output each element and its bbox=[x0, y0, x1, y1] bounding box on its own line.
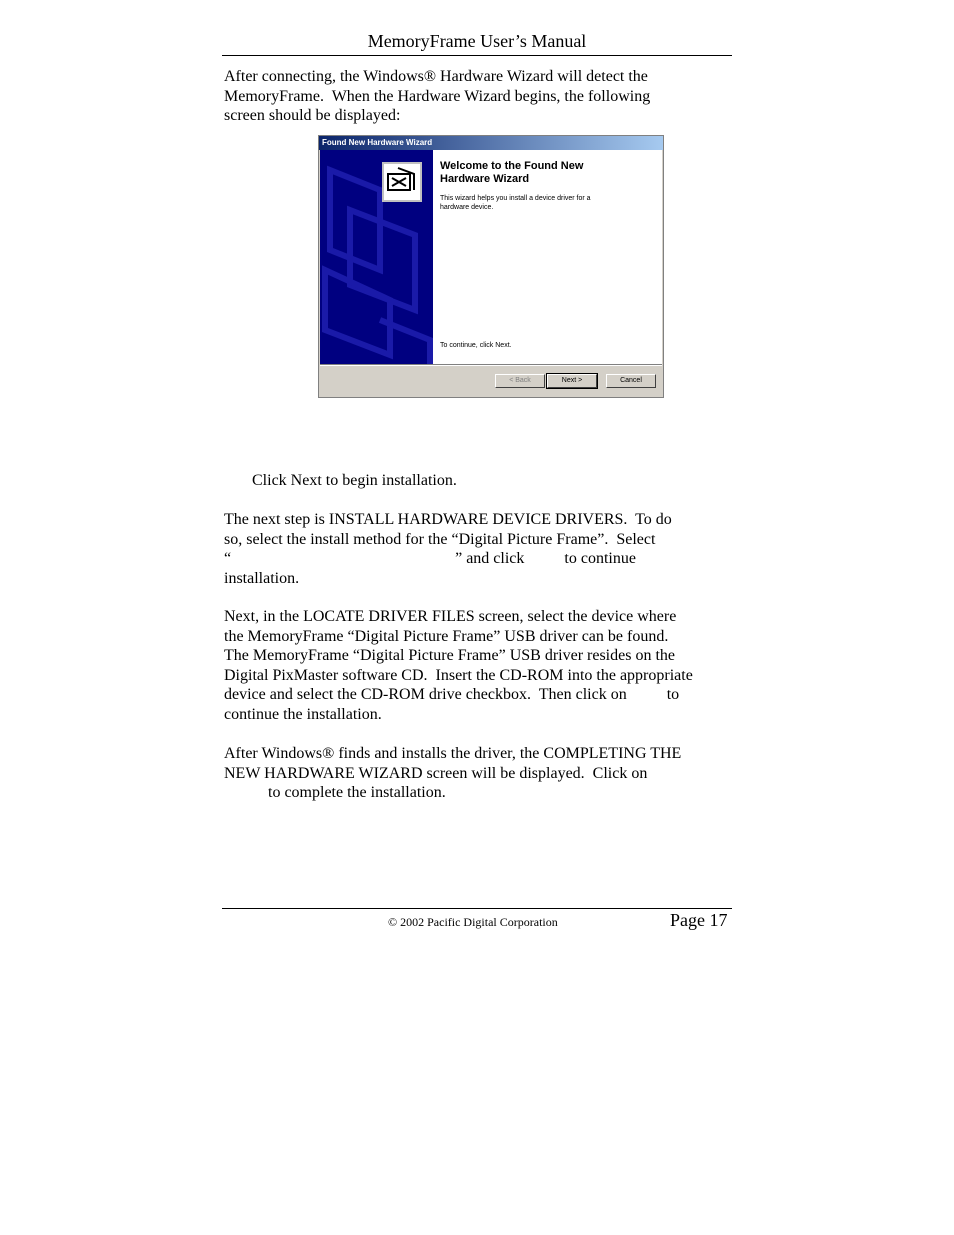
wizard-heading-line: Welcome to the Found New bbox=[440, 160, 584, 172]
intro-line: screen should be displayed: bbox=[224, 107, 401, 125]
hardware-wizard-icon bbox=[382, 162, 422, 202]
paragraph-line: The MemoryFrame “Digital Picture Frame” USB driver resides on the bbox=[224, 647, 675, 665]
back-button[interactable]: < Back bbox=[495, 374, 545, 388]
paragraph-line: to complete the installation. bbox=[224, 784, 446, 802]
instruction-text: Click Next to begin installation. bbox=[252, 472, 457, 489]
locate-driver-paragraph bbox=[224, 607, 734, 725]
running-header: MemoryFrame User’s Manual bbox=[367, 31, 587, 51]
paragraph-line: “ ” and click to continue bbox=[224, 550, 636, 568]
paragraph-line: the MemoryFrame “Digital Picture Frame” USB driver can be found. bbox=[224, 627, 669, 645]
next-button[interactable]: Next > bbox=[547, 374, 597, 388]
header-rule bbox=[222, 55, 732, 56]
wizard-content bbox=[433, 150, 662, 364]
wizard-description-line: This wizard helps you install a device driver for a bbox=[440, 195, 591, 202]
wizard-heading bbox=[440, 160, 640, 186]
cancel-button[interactable]: Cancel bbox=[606, 374, 656, 388]
paragraph-line: Next, in the LOCATE DRIVER FILES screen, select the device where bbox=[224, 608, 677, 625]
wizard-heading-line: Hardware Wizard bbox=[440, 173, 530, 185]
completion-paragraph bbox=[224, 744, 734, 803]
intro-line: After connecting, the Windows® Hardware Wizard will detect the bbox=[224, 68, 648, 85]
wizard-continue-text: To continue, click Next. bbox=[440, 342, 512, 349]
intro-line: MemoryFrame. When the Hardware Wizard begins, the following bbox=[224, 87, 651, 105]
hardware-wizard-screenshot bbox=[318, 135, 664, 398]
footer-copyright: © 2002 Pacific Digital Corporation bbox=[388, 915, 558, 929]
paragraph-line: installation. bbox=[224, 569, 300, 587]
footer-rule bbox=[222, 908, 732, 909]
paragraph-line: device and select the CD-ROM drive checkbox. Then click on to bbox=[224, 686, 680, 704]
paragraph-line: Digital PixMaster software CD. Insert the CD-ROM into the appropriate bbox=[224, 666, 693, 684]
paragraph-line: The next step is INSTALL HARDWARE DEVICE DRIVERS. To do bbox=[224, 511, 672, 528]
wizard-title: Found New Hardware Wizard bbox=[319, 136, 663, 150]
paragraph-line: so, select the install method for the “Digital Picture Frame”. Select bbox=[224, 530, 656, 548]
wizard-description bbox=[440, 194, 620, 212]
paragraph-line: NEW HARDWARE WIZARD screen will be displayed. Click on bbox=[224, 764, 648, 782]
driver-install-paragraph bbox=[224, 510, 734, 588]
wizard-button-separator bbox=[320, 364, 662, 366]
intro-paragraph bbox=[224, 67, 734, 126]
wizard-side-banner bbox=[320, 150, 433, 364]
paragraph-line: After Windows® finds and installs the driver, the COMPLETING THE bbox=[224, 745, 682, 762]
page-number: Page 17 bbox=[670, 910, 728, 930]
paragraph-line: continue the installation. bbox=[224, 705, 382, 723]
wizard-description-line: hardware device. bbox=[440, 204, 494, 211]
